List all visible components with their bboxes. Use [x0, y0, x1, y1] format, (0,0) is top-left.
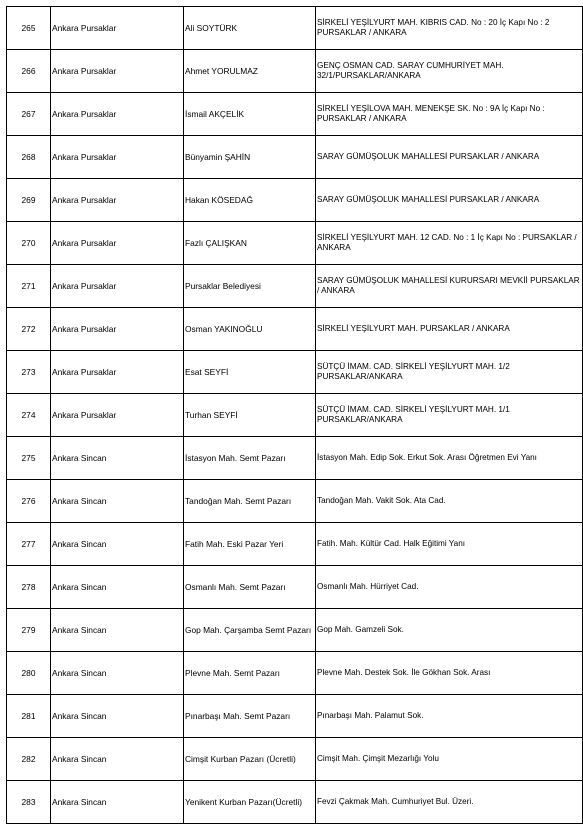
row-number-cell: 279: [7, 609, 51, 652]
name-cell: Fazlı ÇALIŞKAN: [184, 222, 316, 265]
district-cell: Ankara Sincan: [51, 566, 184, 609]
table-row: [7, 93, 583, 136]
row-number-cell: 272: [7, 308, 51, 351]
table-row: [7, 566, 583, 609]
name-cell: Plevne Mah. Semt Pazarı: [184, 652, 316, 695]
table-row: [7, 523, 583, 566]
address-cell: SARAY GÜMÜŞOLUK MAHALLESİ PURSAKLAR / ANKARA: [316, 179, 583, 222]
table-row: [7, 652, 583, 695]
table-row: [7, 136, 583, 179]
table-row: [7, 609, 583, 652]
district-cell: Ankara Pursaklar: [51, 93, 184, 136]
address-cell: SİRKELİ YEŞİLYURT MAH. KIBRIS CAD. No : 20 İç Kapı No : 2 PURSAKLAR / ANKARA: [316, 7, 583, 50]
table-row: [7, 50, 583, 93]
name-cell: Gop Mah. Çarşamba Semt Pazarı: [184, 609, 316, 652]
address-cell: Fatih. Mah. Kültür Cad. Halk Eğitimi Yanı: [316, 523, 583, 566]
address-cell: SİRKELİ YEŞİLYURT MAH. 12 CAD. No : 1 İç Kapı No : PURSAKLAR / ANKARA: [316, 222, 583, 265]
table-row: [7, 781, 583, 824]
district-cell: Ankara Pursaklar: [51, 7, 184, 50]
address-cell: Cimşit Mah. Çimşit Mezarlığı Yolu: [316, 738, 583, 781]
table-row: [7, 437, 583, 480]
address-cell: SÜTÇÜ İMAM. CAD. SİRKELİ YEŞİLYURT MAH. 1/1 PURSAKLAR/ANKARA: [316, 394, 583, 437]
district-cell: Ankara Sincan: [51, 695, 184, 738]
table-row: [7, 394, 583, 437]
name-cell: Pursaklar Belediyesi: [184, 265, 316, 308]
row-number-cell: 271: [7, 265, 51, 308]
row-number-cell: 276: [7, 480, 51, 523]
row-number-cell: 270: [7, 222, 51, 265]
address-cell: Plevne Mah. Destek Sok. İle Gökhan Sok. Arası: [316, 652, 583, 695]
address-cell: SÜTÇÜ İMAM. CAD. SİRKELİ YEŞİLYURT MAH. 1/2 PURSAKLAR/ANKARA: [316, 351, 583, 394]
row-number-cell: 280: [7, 652, 51, 695]
row-number-cell: 266: [7, 50, 51, 93]
district-cell: Ankara Sincan: [51, 781, 184, 824]
row-number-cell: 268: [7, 136, 51, 179]
address-cell: Fevzi Çakmak Mah. Cumhuriyet Bul. Üzeri.: [316, 781, 583, 824]
table-row: [7, 222, 583, 265]
district-cell: Ankara Sincan: [51, 738, 184, 781]
district-cell: Ankara Sincan: [51, 480, 184, 523]
address-cell: SİRKELİ YEŞİLOVA MAH. MENEKŞE SK. No : 9A İç Kapı No : PURSAKLAR / ANKARA: [316, 93, 583, 136]
name-cell: İsmail AKÇELİK: [184, 93, 316, 136]
row-number-cell: 283: [7, 781, 51, 824]
table-row: [7, 351, 583, 394]
table-row: [7, 265, 583, 308]
address-cell: İstasyon Mah. Edip Sok. Erkut Sok. Arası Öğretmen Evi Yanı: [316, 437, 583, 480]
district-cell: Ankara Pursaklar: [51, 394, 184, 437]
name-cell: Pınarbaşı Mah. Semt Pazarı: [184, 695, 316, 738]
name-cell: Hakan KÖSEDAĞ: [184, 179, 316, 222]
market-table: [6, 6, 583, 824]
district-cell: Ankara Pursaklar: [51, 265, 184, 308]
address-cell: SİRKELİ YEŞİLYURT MAH. PURSAKLAR / ANKARA: [316, 308, 583, 351]
district-cell: Ankara Pursaklar: [51, 308, 184, 351]
row-number-cell: 265: [7, 7, 51, 50]
row-number-cell: 273: [7, 351, 51, 394]
name-cell: Ahmet YORULMAZ: [184, 50, 316, 93]
name-cell: İstasyon Mah. Semt Pazarı: [184, 437, 316, 480]
district-cell: Ankara Sincan: [51, 609, 184, 652]
address-cell: SARAY GÜMÜŞOLUK MAHALLESİ PURSAKLAR / ANKARA: [316, 136, 583, 179]
row-number-cell: 274: [7, 394, 51, 437]
table-row: [7, 179, 583, 222]
table-row: [7, 738, 583, 781]
district-cell: Ankara Pursaklar: [51, 136, 184, 179]
row-number-cell: 269: [7, 179, 51, 222]
district-cell: Ankara Pursaklar: [51, 50, 184, 93]
district-cell: Ankara Sincan: [51, 652, 184, 695]
district-cell: Ankara Sincan: [51, 523, 184, 566]
district-cell: Ankara Pursaklar: [51, 222, 184, 265]
table-row: [7, 480, 583, 523]
name-cell: Ali SOYTÜRK: [184, 7, 316, 50]
row-number-cell: 267: [7, 93, 51, 136]
name-cell: Fatih Mah. Eski Pazar Yeri: [184, 523, 316, 566]
name-cell: Esat SEYFİ: [184, 351, 316, 394]
row-number-cell: 275: [7, 437, 51, 480]
name-cell: Bünyamin ŞAHİN: [184, 136, 316, 179]
name-cell: Tandoğan Mah. Semt Pazarı: [184, 480, 316, 523]
name-cell: Yenikent Kurban Pazarı(Ücretli): [184, 781, 316, 824]
table-row: [7, 7, 583, 50]
table-row: [7, 695, 583, 738]
address-cell: Tandoğan Mah. Vakit Sok. Ata Cad.: [316, 480, 583, 523]
address-cell: SARAY GÜMÜŞOLUK MAHALLESİ KURURSARI MEVKİİ PURSAKLAR / ANKARA: [316, 265, 583, 308]
district-cell: Ankara Pursaklar: [51, 179, 184, 222]
name-cell: Cimşit Kurban Pazarı (Ücretli): [184, 738, 316, 781]
address-cell: Osmanlı Mah. Hürriyet Cad.: [316, 566, 583, 609]
address-cell: Pınarbaşı Mah. Palamut Sok.: [316, 695, 583, 738]
district-cell: Ankara Pursaklar: [51, 351, 184, 394]
table-row: [7, 308, 583, 351]
row-number-cell: 277: [7, 523, 51, 566]
name-cell: Osman YAKINOĞLU: [184, 308, 316, 351]
row-number-cell: 281: [7, 695, 51, 738]
address-cell: Gop Mah. Gamzeli Sok.: [316, 609, 583, 652]
district-cell: Ankara Sincan: [51, 437, 184, 480]
address-cell: GENÇ OSMAN CAD. SARAY CUMHURİYET MAH. 32/1/PURSAKLAR/ANKARA: [316, 50, 583, 93]
row-number-cell: 278: [7, 566, 51, 609]
name-cell: Turhan SEYFİ: [184, 394, 316, 437]
row-number-cell: 282: [7, 738, 51, 781]
name-cell: Osmanlı Mah. Semt Pazarı: [184, 566, 316, 609]
